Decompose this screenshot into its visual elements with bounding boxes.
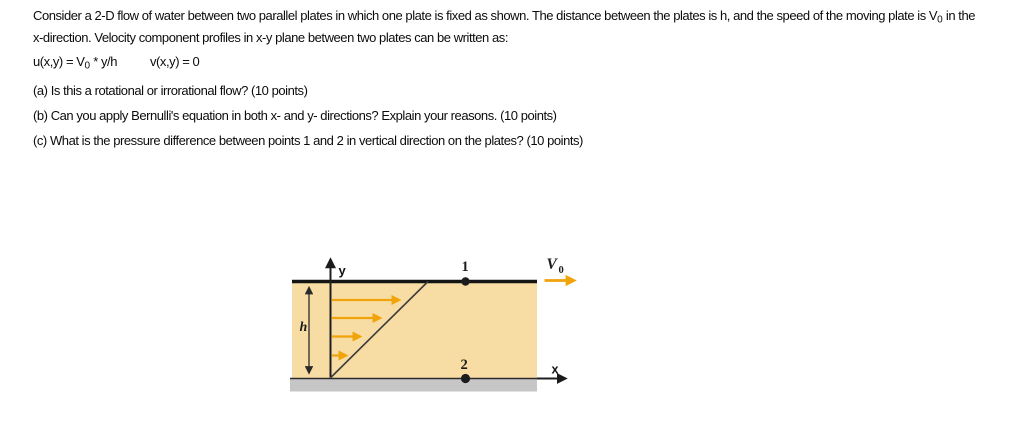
intro-line-1-text: Consider a 2-D flow of water between two parallel plates in which one plate is fixed as shown. The distance between the plates is h, and the speed of the moving plate is V — [33, 8, 938, 23]
point-1-label: 1 — [461, 259, 469, 275]
u-equation-subscript: 0 — [84, 60, 91, 71]
u-equation — [33, 54, 117, 69]
point-2-label: 2 — [460, 357, 468, 373]
intro-line-2: x-direction. Velocity component profiles in x-y plane between two plates can be written as: — [33, 30, 508, 45]
y-axis-label: y — [338, 263, 346, 278]
u-equation-pre: u(x,y) = V — [33, 53, 85, 69]
question-b: (b) Can you apply Bernulli's equation in both x- and y- directions? Explain your reasons. (10 points) — [33, 108, 557, 123]
question-c: (c) What is the pressure difference between points 1 and 2 in vertical direction on the plates? (10 points) — [33, 133, 583, 148]
point-2-marker — [461, 374, 470, 383]
plate-velocity-label: V — [546, 256, 557, 273]
intro-line-1 — [33, 7, 1021, 29]
intro-line-1-tail: in the — [942, 8, 975, 23]
intro-paragraph — [33, 7, 1021, 47]
x-axis-label: x — [551, 362, 559, 377]
velocity-equations — [33, 53, 1021, 75]
u-equation-post: * y/h — [90, 53, 117, 69]
fixed-plate — [290, 379, 537, 392]
v0-subscript: 0 — [937, 14, 943, 26]
problem-statement — [33, 7, 1021, 150]
plate-velocity-label-sub: 0 — [558, 265, 564, 276]
point-1-marker — [461, 277, 469, 285]
question-a: (a) Is this a rotational or irrorational flow? (10 points) — [33, 83, 308, 98]
gap-height-label: h — [299, 320, 308, 335]
v-equation: v(x,y) = 0 — [150, 53, 200, 69]
